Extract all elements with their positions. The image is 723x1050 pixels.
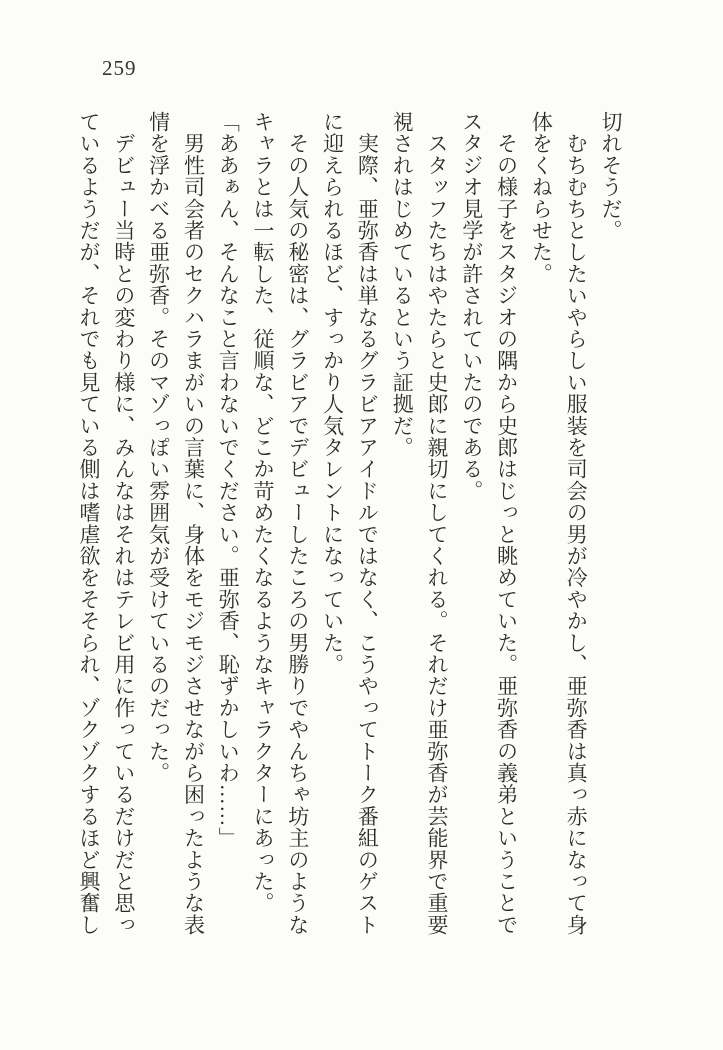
- text-line: その人気の秘密は、グラビアでデビューしたころの男勝りでやんちゃ坊主のような: [285, 111, 310, 936]
- text-line: 男性司会者のセクハラまがいの言葉に、身体をモジモジさせながら困ったような表: [181, 111, 206, 936]
- text-line: デビュー当時との変わり様に、みんなはそれはテレビ用に作っているだけだと思っ: [111, 111, 136, 936]
- text-line: スタジオ見学が許されていたのである。: [459, 111, 484, 502]
- text-block: [71, 111, 628, 947]
- text-line: に迎えられるほど、すっかり人気タレントになっていた。: [320, 111, 345, 676]
- text-line: 情を浮かべる亜弥香。そのマゾっぽい雰囲気が受けているのだった。: [146, 111, 171, 784]
- text-line: その様子をスタジオの隅から史郎はじっと眺めていた。亜弥香の義弟ということで: [494, 111, 519, 936]
- text-line: ているようだが、それでも見ている側は嗜虐欲をそそられ、ゾクゾクするほど興奮し: [77, 111, 102, 936]
- text-line: 体をくねらせた。: [529, 111, 554, 285]
- text-line: 切れそうだ。: [599, 111, 623, 242]
- text-line: キャラとは一転した、従順な、どこか苛めたくなるようなキャラクターにあった。: [251, 111, 276, 914]
- text-line: 視されはじめているという証拠だ。: [390, 111, 415, 459]
- text-line: 実際、亜弥香は単なるグラビアアイドルではなく、こうやってトーク番組のゲスト: [355, 111, 380, 936]
- text-line: 「ああぁん、そんなこと言わないでください。亜弥香、恥ずかしいわ……」: [216, 111, 241, 849]
- page-number: 259: [102, 56, 137, 80]
- text-line: むちむちとしたいやらしい服装を司会の男が冷やかし、亜弥香は真っ赤になって身: [564, 111, 589, 936]
- text-line: スタッフたちはやたらと史郎に親切にしてくれる。それだけ亜弥香が芸能界で重要: [425, 111, 450, 936]
